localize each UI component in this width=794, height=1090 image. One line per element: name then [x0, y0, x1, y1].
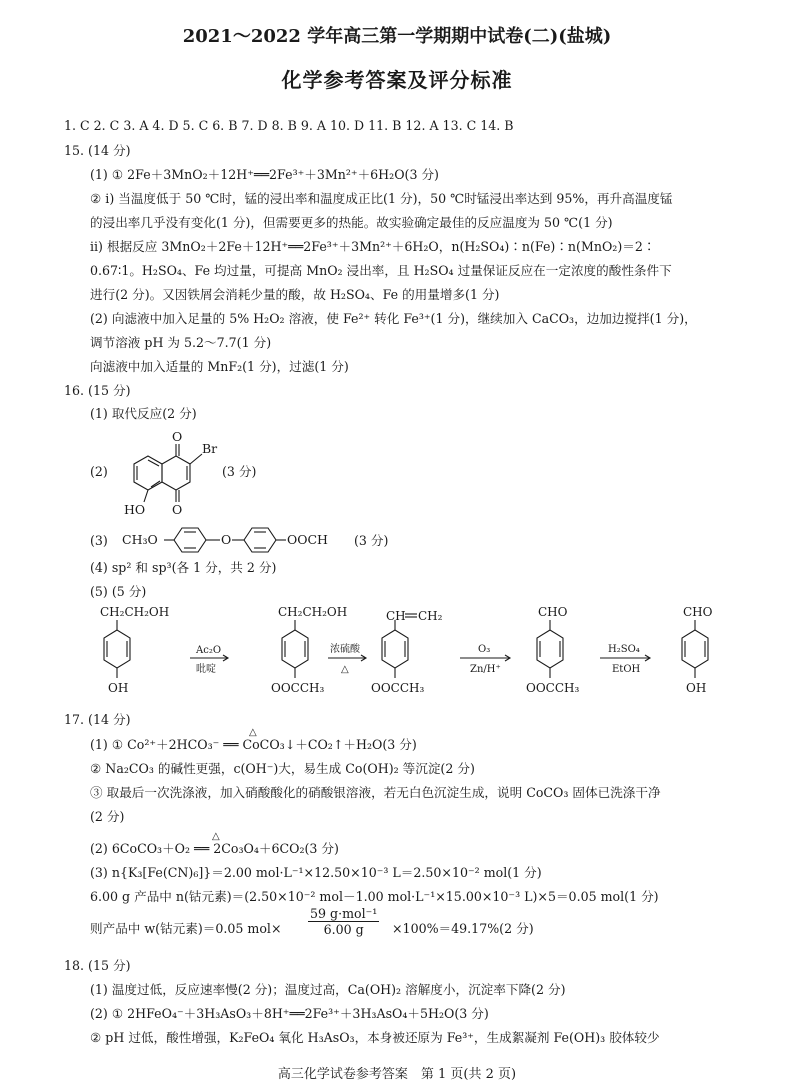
synthesis-route: [60, 600, 760, 705]
route-arrow2-condition: △: [341, 664, 349, 675]
exam-title: 2021～2022 学年高三第一学期期中试卷(二)(盐城): [182, 26, 612, 47]
q16-part3-label: (3): [90, 533, 108, 548]
q17-line: ③ 取最后一次洗涤液，加入硝酸酸化的硝酸银溶液，若无白色沉淀生成，说明 CoCO₃ 固体已洗涤干净: [90, 785, 661, 800]
q15-line: ② ⅰ) 当温度低于 50 ℃时，锰的浸出率和温度成正比(1 分)，50 ℃时锰浸出率达到 95%，再升高温度锰: [90, 191, 673, 206]
route-compound3-top-right: CH₂: [418, 609, 443, 623]
q17-heading: 17. (14 分): [64, 712, 131, 727]
q17-line: 6.00 g 产品中 n(钴元素)＝(2.50×10⁻² mol－1.00 mol·L⁻¹×15.00×10⁻³ L)×5＝0.05 mol(1 分): [90, 889, 659, 904]
q17-line: (3) n{K₃[Fe(CN)₆]}＝2.00 mol·L⁻¹×12.50×10⁻³ L＝2.50×10⁻² mol(1 分): [90, 865, 542, 880]
fraction-numerator: 59 g·mol⁻¹: [310, 906, 378, 921]
q17-line: (2 分): [90, 809, 125, 824]
q15-heading: 15. (14 分): [64, 143, 131, 158]
q15-line: ⅱ) 根据反应 3MnO₂＋2Fe＋12H⁺══2Fe³⁺＋3Mn²⁺＋6H₂O，n(H₂SO₄)∶n(Fe)∶n(MnO₂)＝2∶: [90, 239, 656, 254]
carbonyl-oxygen-bottom: O: [172, 502, 183, 517]
route-compound2-bottom: OOCCH₃: [271, 681, 325, 695]
q18-line: (2) ① 2HFeO₄⁻＋3H₃AsO₃＋8H⁺══2Fe³⁺＋3H₃AsO₄＋5H₂O(3 分): [90, 1006, 489, 1021]
q15-line: 调节溶液 pH 为 5.2～7.7(1 分): [90, 335, 272, 350]
q17-heat-condition: △: [249, 727, 257, 738]
route-compound1-bottom: OH: [108, 681, 129, 695]
q17-mass-fraction-result: ×100%＝49.17%(2 分): [392, 921, 534, 936]
formate-label: OOCH: [287, 532, 328, 547]
q17-line: ② Na₂CO₃ 的碱性更强，c(OH⁻)大，易生成 Co(OH)₂ 等沉淀(2 分): [90, 761, 475, 776]
route-arrow4-condition: EtOH: [612, 664, 641, 675]
q15-line: 的浸出率几乎没有变化(1 分)，但需要更多的热能。故实验确定最佳的反应温度为 50 ℃(1 分): [90, 215, 613, 230]
q17-line: (2) 6CoCO₃＋O₂ ══ 2Co₃O₄＋6CO₂(3 分): [90, 841, 339, 856]
q16-part3-score: (3 分): [354, 533, 389, 548]
route-compound5-top: CHO: [683, 605, 713, 619]
q16-line: (5) (5 分): [90, 584, 147, 599]
q16-part2-score: (3 分): [222, 464, 257, 479]
document-title: 化学参考答案及评分标准: [281, 68, 513, 92]
q16-line: (4) sp² 和 sp³(各 1 分，共 2 分): [90, 560, 277, 575]
q15-line: 进行(2 分)。又因铁屑会消耗少量的酸，故 H₂SO₄、Fe 的用量增多(1 分): [90, 287, 500, 302]
route-compound4-bottom: OOCCH₃: [526, 681, 580, 695]
q16-line: (1) 取代反应(2 分): [90, 406, 197, 421]
route-compound3-top-left: CH: [386, 609, 406, 623]
q15-line: (1) ① 2Fe＋3MnO₂＋12H⁺══2Fe³⁺＋3Mn²⁺＋6H₂O(3 分): [90, 167, 439, 182]
mass-fraction-fraction: [308, 906, 379, 937]
q16-part2-label: (2): [90, 464, 108, 479]
route-arrow4-reagent: H₂SO₄: [608, 644, 640, 655]
q17-mass-fraction-prefix: 则产品中 w(钴元素)＝0.05 mol×: [90, 921, 282, 936]
q18-line: (1) 温度过低，反应速率慢(2 分)；温度过高，Ca(OH)₂ 溶解度小，沉淀率下降(2 分): [90, 982, 566, 997]
q16-heading: 16. (15 分): [64, 383, 131, 398]
route-arrow3-reagent: O₃: [478, 644, 491, 655]
ether-oxygen-label: O: [221, 532, 232, 547]
q17-line: (1) ① Co²⁺＋2HCO₃⁻ ══ CoCO₃↓＋CO₂↑＋H₂O(3 分): [90, 737, 417, 752]
route-compound3-bottom: OOCCH₃: [371, 681, 425, 695]
q15-line: 0.67∶1。H₂SO₄、Fe 均过量，可提高 MnO₂ 浸出率，且 H₂SO₄ 过量保证反应在一定浓度的酸性条件下: [90, 263, 672, 278]
multiple-choice-answers: 1. C 2. C 3. A 4. D 5. C 6. B 7. D 8. B 9. A 10. D 11. B 12. A 13. C 14. B: [64, 118, 514, 133]
route-arrow1-condition: 吡啶: [196, 664, 216, 675]
q15-line: (2) 向滤液中加入足量的 5% H₂O₂ 溶液，使 Fe²⁺ 转化 Fe³⁺(1 分)，继续加入 CaCO₃，边加边搅拌(1 分)，: [90, 311, 697, 326]
q15-line: 向滤液中加入适量的 MnF₂(1 分)，过滤(1 分): [90, 359, 349, 374]
carbonyl-oxygen-top: O: [172, 429, 183, 444]
route-compound2-top: CH₂CH₂OH: [278, 605, 348, 619]
page-footer: 高三化学试卷参考答案 第 1 页(共 2 页): [277, 1067, 517, 1082]
route-compound4-top: CHO: [538, 605, 568, 619]
route-compound5-bottom: OH: [686, 681, 707, 695]
methoxy-label: CH₃O: [122, 532, 158, 547]
q18-heading: 18. (15 分): [64, 958, 131, 973]
q17-heat-condition: △: [212, 831, 220, 842]
naphthoquinone-structure: [118, 426, 238, 522]
bromine-label: Br: [202, 441, 218, 456]
hydroxyl-label: HO: [124, 502, 146, 517]
fraction-denominator: 6.00 g: [323, 922, 364, 937]
route-compound1-top: CH₂CH₂OH: [100, 605, 170, 619]
q18-line: ② pH 过低，酸性增强，K₂FeO₄ 氧化 H₃AsO₃，本身被还原为 Fe³⁺，生成絮凝剂 Fe(OH)₃ 胶体较少: [90, 1030, 660, 1045]
route-arrow2-reagent: 浓硫酸: [330, 644, 360, 655]
route-arrow3-condition: Zn/H⁺: [470, 664, 501, 675]
route-arrow1-reagent: Ac₂O: [196, 645, 222, 656]
